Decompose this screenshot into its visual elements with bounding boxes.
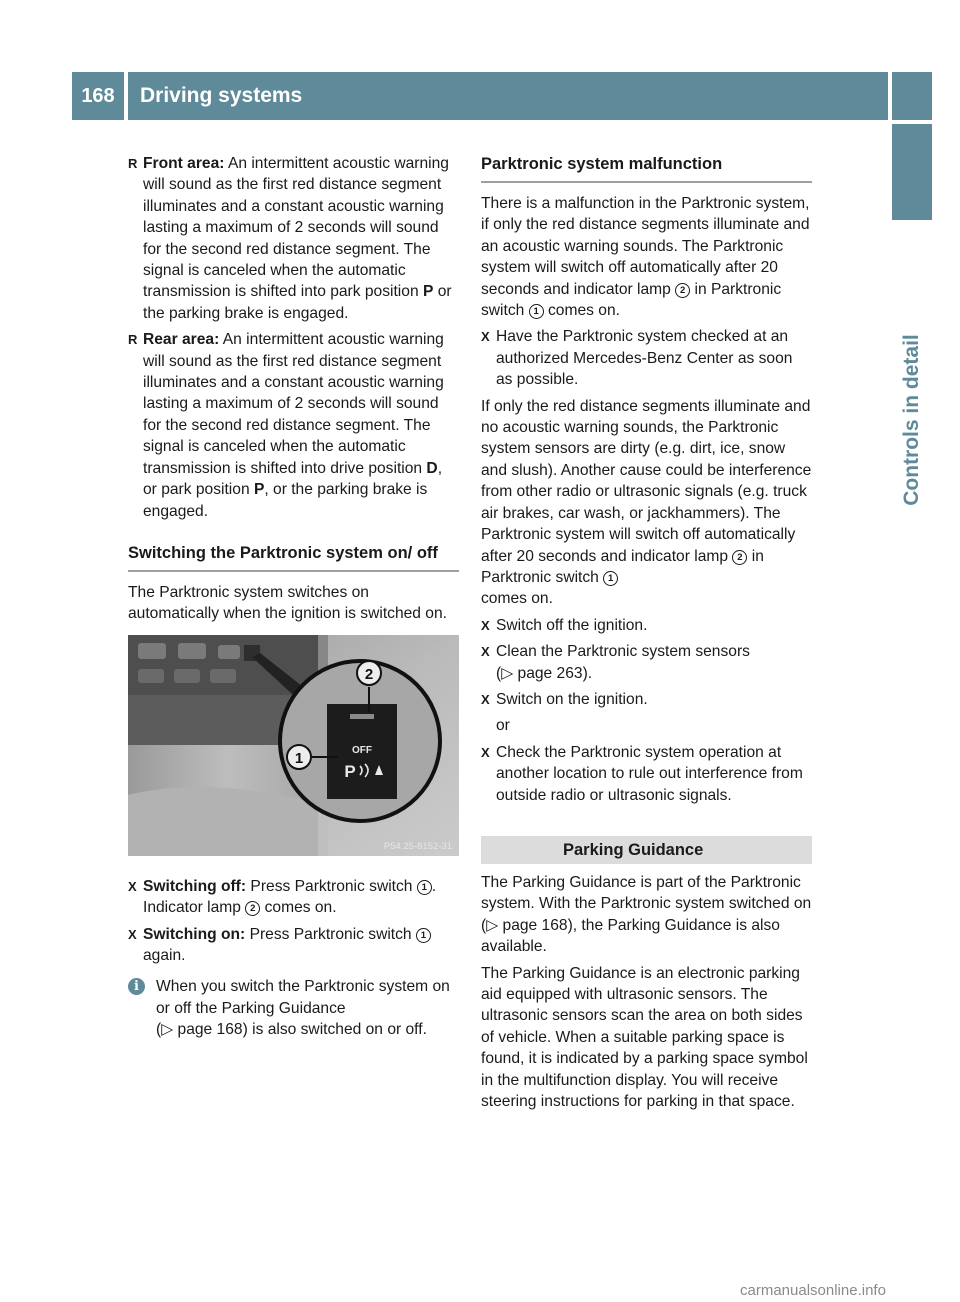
step-clean-sensors: X Clean the Parktronic system sensors (▷ page 263). xyxy=(481,643,750,682)
callout-2-icon: 2 xyxy=(675,283,690,298)
page-ref-link[interactable]: page 168) is also switched on or off. xyxy=(173,1021,427,1039)
malfunction-paragraph-1: There is a malfunction in the Parktronic system, if only the red distance segments illuminate and an acoustic warning sounds. The Parktronic system will switch off automatically after 20 seconds and indicator lamp 2 in Parktronic switch 1 comes on. xyxy=(481,195,810,320)
callout-2-icon: 2 xyxy=(732,550,747,565)
step-switching-on: X Switching on: Press Parktronic switch 1 again. xyxy=(128,924,459,967)
callout-1-icon: 1 xyxy=(417,880,432,895)
switching-intro: The Parktronic system switches on automatically when the ignition is switched on. xyxy=(128,583,447,623)
parking-guidance-heading: Parking Guidance xyxy=(481,836,812,864)
bullet-icon: R xyxy=(128,156,138,171)
indicator-lamp xyxy=(350,714,374,719)
svg-text:1: 1 xyxy=(294,749,304,767)
step-icon: X xyxy=(481,644,490,660)
callout-1-icon: 1 xyxy=(603,571,618,586)
bullet-rear-area: R Rear area: An intermittent acoustic warning will sound as the first red distance segment illuminates and a constant acoustic warning lasting a maximum of 2 seconds will sound for the second red distance segment. The signal is canceled when the automatic transmission is shifted into drive position D, or park position P, or the parking brake is engaged. xyxy=(128,331,444,520)
svg-text:P: P xyxy=(344,761,356,781)
step-switching-off: X Switching off: Press Parktronic switch 1 . Indicator lamp 2 comes on. xyxy=(128,877,437,917)
side-tab xyxy=(892,124,932,220)
left-column xyxy=(128,153,459,1041)
page-ref-arrow-icon: ▷ xyxy=(486,916,499,934)
malfunction-heading: Parktronic system malfunction xyxy=(481,155,723,173)
page-number: 168 xyxy=(81,85,115,107)
step-have-checked: X Have the Parktronic system checked at an authorized Mercedes-Benz Center as soon as possible. xyxy=(481,328,793,389)
right-column xyxy=(481,153,812,1112)
info-icon: i xyxy=(128,978,145,995)
callout-1-icon: 1 xyxy=(416,928,431,943)
side-bar xyxy=(892,72,932,120)
page-ref-link[interactable]: page 168), the Parking Guidance is also available. xyxy=(481,916,780,956)
step-icon: X xyxy=(128,878,137,894)
step-ignition-on: X Switch on the ignition. xyxy=(481,689,812,710)
step-ignition-off: X Switch off the ignition. xyxy=(481,615,812,636)
info-note: i When you switch the Parktronic system on or off the Parking Guidance (▷ page 168) is also switched on or off. xyxy=(128,976,459,1040)
page-ref-arrow-icon: ▷ xyxy=(161,1021,174,1039)
svg-text:2: 2 xyxy=(364,665,374,683)
console-photo xyxy=(128,635,459,856)
step-check-location: X Check the Parktronic system operation at another location to rule out interference from outside radio or ultrasonic signals. xyxy=(481,743,803,804)
parktronic-switch-figure xyxy=(128,635,459,856)
page-title: Driving systems xyxy=(140,84,303,107)
svg-text:OFF: OFF xyxy=(352,744,372,756)
step-icon: X xyxy=(128,926,137,942)
step-icon: X xyxy=(481,329,490,345)
guidance-paragraph-1: The Parking Guidance is part of the Parktronic system. With the Parktronic system switched on (▷ page 168), the Parking Guidance is also available. xyxy=(481,873,812,956)
malfunction-paragraph-2: If only the red distance segments illuminate and no acoustic warning sounds, the Parktronic system sensors are dirty (e.g. dirt, ice, snow and slush). Another cause could be interference from other radio or ultrasonic signals (e.g. truck air brakes, car wash, or jackhammers). The Parktronic system will switch off automatically after 20 seconds and indicator lamp 2 in Parktronic switch 1 comes on. xyxy=(481,397,812,608)
callout-2-icon: 2 xyxy=(245,901,260,916)
page-ref-link[interactable]: page 263). xyxy=(513,664,593,682)
chapter-label: Controls in detail xyxy=(900,334,923,506)
figure-code: P54.25-8152-31 xyxy=(383,840,452,852)
page-ref-arrow-icon: ▷ xyxy=(501,664,514,682)
step-icon: X xyxy=(481,744,490,760)
or-text: or xyxy=(496,717,510,735)
bullet-icon: R xyxy=(128,332,138,348)
site-watermark: carmanualsonline.info xyxy=(740,1282,886,1299)
switching-heading: Switching the Parktronic system on/ off xyxy=(128,543,438,562)
guidance-paragraph-2: The Parking Guidance is an electronic parking aid equipped with ultrasonic sensors. The ultrasonic sensors scan the area on both sides of vehicle. When a suitable parking space is found, it is indicated by a parking space symbol in the multifunction display. You will receive steering instructions for parking in that space. xyxy=(481,964,808,1111)
step-icon: X xyxy=(481,617,490,633)
callout-1-icon: 1 xyxy=(529,304,544,319)
step-icon: X xyxy=(481,691,490,707)
bullet-front-area: R Front area: An intermittent acoustic warning will sound as the first red distance segment illuminates and a constant acoustic warning lasting a maximum of 2 seconds will sound for the second red distance segment. The signal is canceled when the automatic transmission is shifted into park position P or the parking brake is engaged. xyxy=(128,155,452,322)
